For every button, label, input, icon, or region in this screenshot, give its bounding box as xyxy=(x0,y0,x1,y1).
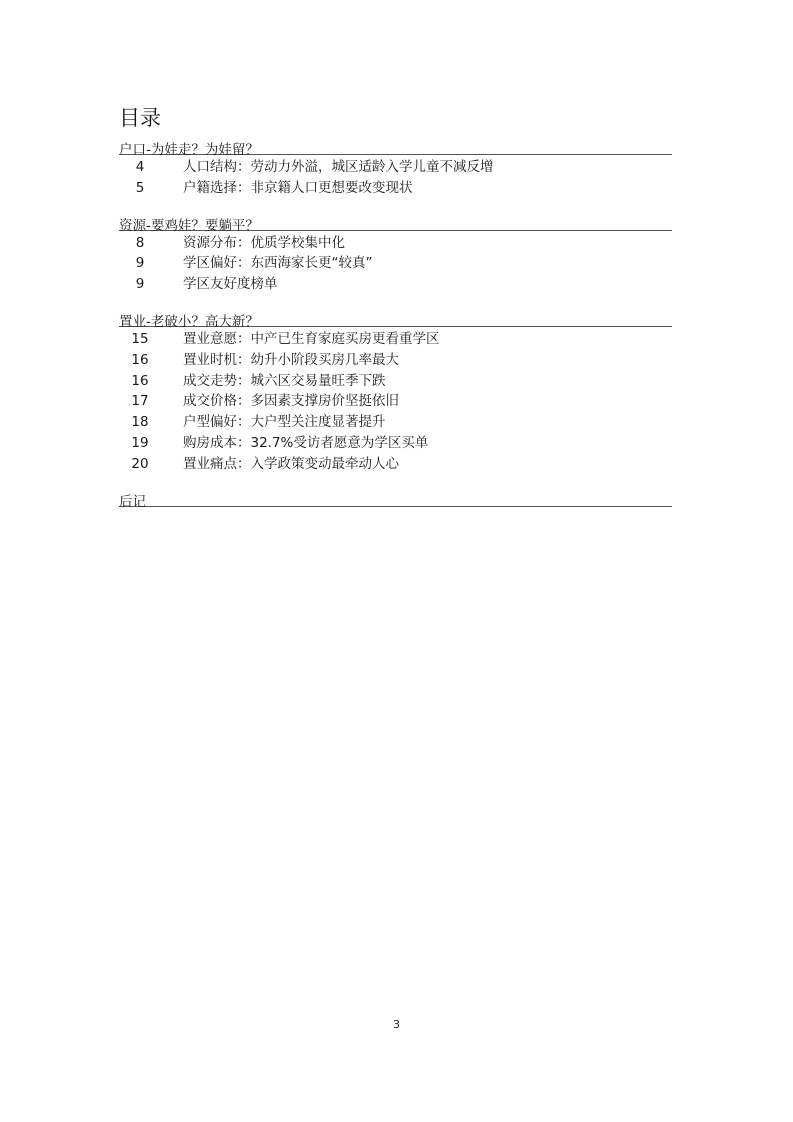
entry-title: 购房成本：32.7%受访者愿意为学区买单 xyxy=(183,434,429,451)
entry-title: 人口结构：劳动力外溢，城区适龄入学儿童不减反增 xyxy=(183,159,494,175)
entry-title: 资源分布：优质学校集中化 xyxy=(183,234,345,251)
entry-page-number: 4 xyxy=(135,159,145,175)
entry-title: 户籍选择：非京籍人口更想要改变现状 xyxy=(183,179,413,196)
toc-title: 目录 xyxy=(119,106,161,130)
entry-title: 成交走势：城六区交易量旺季下跌 xyxy=(183,372,386,389)
entry-title: 置业痛点：入学政策变动最牵动人心 xyxy=(183,455,399,472)
toc-entry[interactable] xyxy=(119,157,672,178)
afterword-text: 后记 xyxy=(119,493,146,510)
toc-entry[interactable] xyxy=(119,454,672,475)
toc-entry[interactable] xyxy=(119,274,672,295)
page-number: 3 xyxy=(393,1018,400,1031)
toc-section-property xyxy=(119,310,672,475)
entry-title: 成交价格：多因素支撑房价坚挺依旧 xyxy=(183,393,399,410)
section-heading[interactable] xyxy=(119,310,672,330)
toc-entry[interactable] xyxy=(119,253,672,274)
toc-entry[interactable] xyxy=(119,412,672,433)
toc-entry[interactable] xyxy=(119,433,672,454)
section-heading[interactable] xyxy=(119,138,672,158)
section-heading[interactable] xyxy=(119,214,672,234)
toc-section-hukou xyxy=(119,138,672,199)
toc-entry[interactable] xyxy=(119,391,672,412)
entry-page-number: 9 xyxy=(135,255,145,272)
toc-entry[interactable] xyxy=(119,329,672,350)
toc-entry[interactable] xyxy=(119,178,672,199)
toc-entry[interactable] xyxy=(119,350,672,371)
entry-page-number: 15 xyxy=(131,330,149,347)
entry-page-number: 16 xyxy=(131,351,149,368)
toc-entry[interactable] xyxy=(119,371,672,392)
table-of-contents xyxy=(119,104,672,510)
entry-title: 置业意愿：中产已生育家庭买房更看重学区 xyxy=(183,330,440,347)
entry-title: 学区友好度榜单 xyxy=(183,276,278,293)
section-heading-text: 户口-为娃走？为娃留？ xyxy=(119,142,259,158)
entry-page-number: 18 xyxy=(131,414,149,431)
entry-page-number: 5 xyxy=(135,179,145,196)
entry-page-number: 16 xyxy=(131,372,149,389)
entry-title: 户型偏好：大户型关注度显著提升 xyxy=(183,414,386,431)
entry-page-number: 9 xyxy=(135,276,145,293)
entry-page-number: 19 xyxy=(131,434,149,451)
entry-page-number: 17 xyxy=(131,393,149,410)
entry-title: 置业时机：幼升小阶段买房几率最大 xyxy=(183,351,399,368)
toc-entry[interactable] xyxy=(119,233,672,254)
section-heading-text: 资源-要鸡娃？要躺平？ xyxy=(119,217,259,234)
entry-title: 学区偏好：东西海家长更“较真” xyxy=(183,255,373,272)
section-heading-text: 置业-老破小？高大新？ xyxy=(119,313,259,330)
toc-section-resources xyxy=(119,214,672,295)
entry-page-number: 20 xyxy=(131,455,149,472)
toc-afterword[interactable] xyxy=(119,490,672,510)
entry-page-number: 8 xyxy=(135,234,145,251)
